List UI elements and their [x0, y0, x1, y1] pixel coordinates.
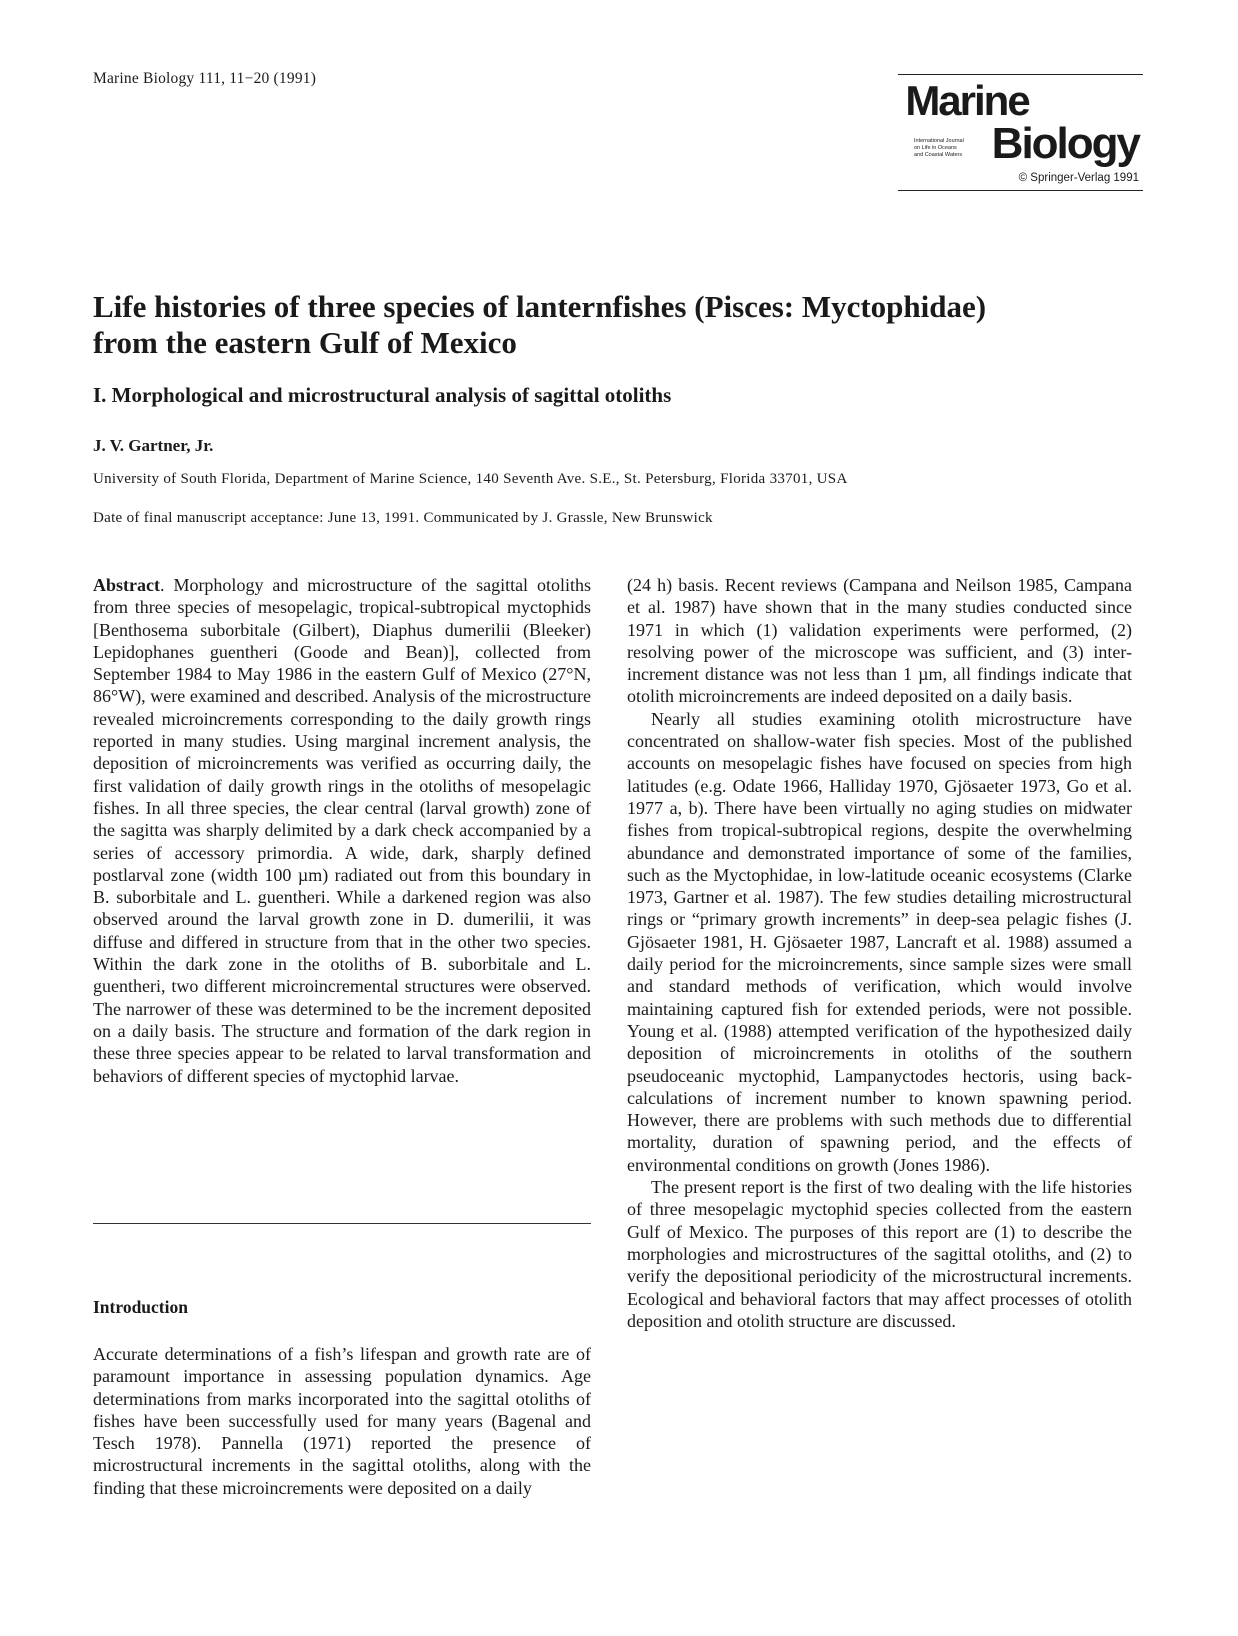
- paragraph: The present report is the first of two dealing with the life histories of three mesopelagic myctophid species collected from the eastern Gulf of Mexico. The purposes of this report are (1) to describe the morphologies and microstructures of the sagittal otoliths, and (2) to verify the depositional periodicity of the microstructural increments. Ecological and behavioral factors that may affect processes of otolith deposition and otolith structure are discussed.: [627, 1177, 1132, 1331]
- paragraph: Accurate determinations of a fish’s lifespan and growth rate are of paramount importance in assessing population dynamics. Age determinations from marks incorporated into the sagittal otoliths of fishes have been successfully used for many years (Bagenal and Tesch 1978). Pannella (1971) reported the presence of microstructural increments in the sagittal otoliths, along with the finding that these microincrements were deposited on a daily: [93, 1344, 591, 1498]
- journal-logo: [898, 72, 1143, 194]
- title-line: Life histories of three species of lanternfishes (Pisces: Myctophidae): [93, 289, 987, 324]
- logo-tagline-line: International Journal: [914, 138, 964, 144]
- introduction-heading: Introduction: [93, 1297, 188, 1317]
- logo-rule-bottom: [898, 190, 1143, 191]
- article-subtitle: I. Morphological and microstructural analysis of sagittal otoliths: [93, 383, 672, 407]
- paragraph: Nearly all studies examining otolith microstructure have concentrated on shallow-water fish species. Most of the published accounts on mesopelagic fishes have focused on species from high latitudes (e.g. Odate 1966, Halliday 1970, Gjösaeter 1973, Go et al. 1977 a, b). There have been virtually no aging studies on midwater fishes from tropical-subtropical regions, despite the overwhelming abundance and demonstrated importance of some of the families, such as the Myctophidae, in low-latitude oceanic ecosystems (Clarke 1973, Gartner et al. 1987). The few studies detailing microstructural rings or “primary growth increments” in deep-sea pelagic fishes (J. Gjösaeter 1981, H. Gjösaeter 1987, Lancraft et al. 1988) assumed a daily period for the microincrements, since sample sizes were small and standard methods of verification, which would involve maintaining captured fish for extended periods, were not possible. Young et al. (1988) attempted verification of the hypothesized daily deposition of microincrements in otoliths of the southern pseudoceanic myctophid, Lampanyctodes hectoris, using back-calculations of increment number to known spawning period. However, there are problems with such methods due to differential mortality, duration of spawning period, and the effects of environmental conditions on growth (Jones 1986).: [627, 708, 1132, 1175]
- journal-reference: Marine Biology 111, 11−20 (1991): [93, 70, 317, 87]
- logo-rule-top: [898, 74, 1143, 75]
- logo-tagline-line: and Coastal Waters: [914, 152, 963, 158]
- abstract-divider: [93, 1223, 591, 1224]
- paragraph: (24 h) basis. Recent reviews (Campana and Neilson 1985, Campana et al. 1987) have shown that in the many studies conducted since 1971 in which (1) validation experiments were performed, (2) resolving power of the microscope was sufficient, and (3) inter-increment distance was not less than 1 µm, all findings indicate that otolith microincrements are indeed deposited on a daily basis.: [627, 575, 1132, 707]
- article-title: [93, 289, 1153, 361]
- right-column: [627, 574, 1132, 1332]
- title-line: from the eastern Gulf of Mexico: [93, 325, 517, 360]
- logo-tagline-line: on Life in Oceans: [914, 145, 957, 151]
- abstract-label: Abstract: [93, 575, 160, 595]
- manuscript-dates: Date of final manuscript acceptance: June 13, 1991. Communicated by J. Grassle, New Brunswick: [93, 510, 713, 526]
- logo-word-biology: Biology: [991, 119, 1139, 168]
- abstract-sep: .: [159, 575, 174, 595]
- logo-tagline: [914, 138, 964, 159]
- introduction-paragraph-1: [93, 1343, 591, 1499]
- abstract-block: [93, 574, 591, 1087]
- abstract-text: Morphology and microstructure of the sagittal otoliths from three species of mesopelagic, tropical-subtropical myctophids [Benthosema suborbitale (Gilbert), Diaphus dumerilii (Bleeker) Lepidophanes guentheri (Goode and Bean)], collected from September 1984 to May 1986 in the eastern Gulf of Mexico (27°N, 86°W), were examined and described. Analysis of the microstructure revealed microincrements corresponding to the daily growth rings reported in many studies. Using marginal increment analysis, the deposition of microincrements was verified as occurring daily, the first validation of daily growth rings in the otoliths of mesopelagic fishes. In all three species, the clear central (larval growth) zone of the sagitta was sharply delimited by a dark check accompanied by a series of accessory primordia. A wide, dark, sharply defined postlarval zone (width 100 µm) radiated out from this boundary in B. suborbitale and L. guentheri. While a darkened region was also observed around the larval growth zone in D. dumerilii, it was diffuse and differed in structure from that in the other two species. Within the dark zone in the otoliths of B. suborbitale and L. guentheri, two different microincremental structures were observed. The narrower of these was determined to be the increment deposited on a daily basis. The structure and formation of the dark region in these three species appear to be related to larval transformation and behaviors of different species of myctophid larvae.: [93, 575, 592, 1086]
- logo-word-marine: Marine: [905, 77, 1029, 124]
- author-affiliation: University of South Florida, Department of Marine Science, 140 Seventh Ave. S.E., St. Petersburg, Florida 33701, USA: [93, 471, 848, 487]
- author-name: J. V. Gartner, Jr.: [93, 436, 214, 455]
- logo-copyright: © Springer-Verlag 1991: [1018, 172, 1139, 184]
